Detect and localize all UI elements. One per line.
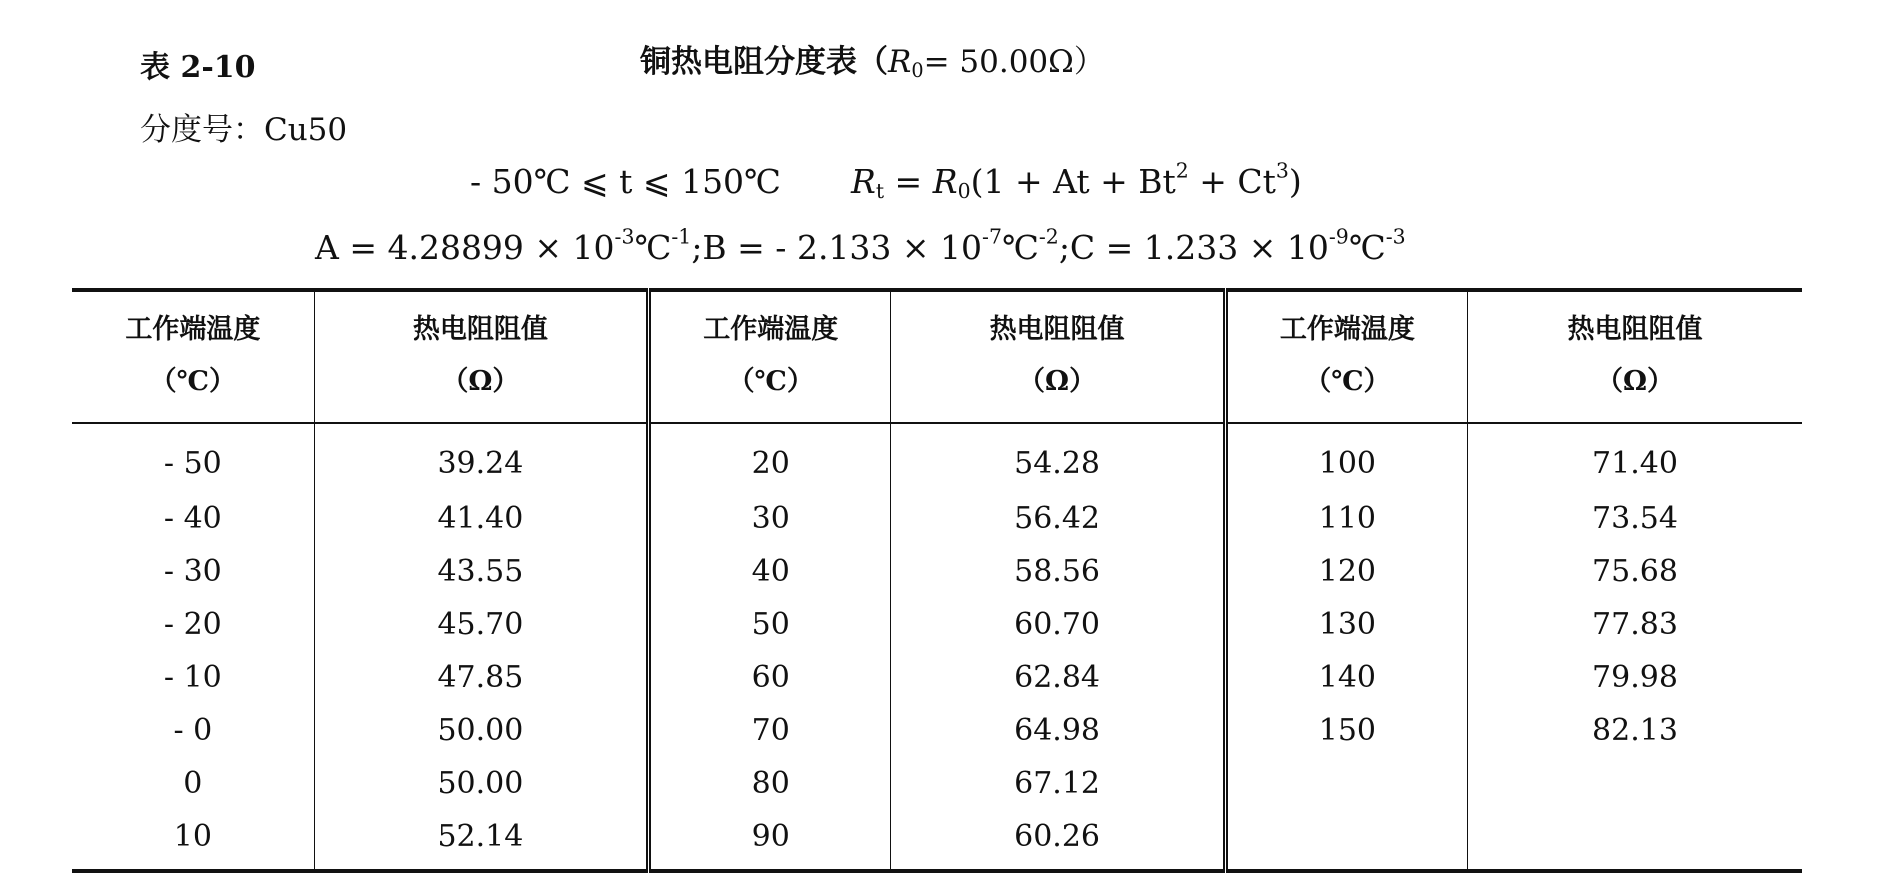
coef-a: A = 4.28899 × 10 <box>315 228 615 267</box>
resistance-cell: 43.55 <box>314 545 648 598</box>
resistance-cell: 60.26 <box>891 810 1225 871</box>
coef-a-unit-exp: -1 <box>671 224 692 249</box>
temperature-cell: - 30 <box>72 545 314 598</box>
temperature-cell: 20 <box>649 423 891 492</box>
header-temperature <box>72 290 314 423</box>
rt-cube: 3 <box>1275 158 1289 183</box>
title-text: 铜热电阻分度表（ <box>640 44 888 80</box>
temperature-cell: 90 <box>649 810 891 871</box>
formula-range-and-equation <box>470 158 1302 204</box>
header-unit: （Ω） <box>1018 366 1097 397</box>
coef-c-unit-exp: -3 <box>1385 224 1406 249</box>
coef-c-exp: -9 <box>1328 224 1349 249</box>
header-row <box>72 290 1802 423</box>
temperature-cell: 110 <box>1225 492 1467 545</box>
resistance-cell: 62.84 <box>891 651 1225 704</box>
coef-c-unit: ℃ <box>1348 228 1386 267</box>
header-label: 工作端温度 <box>703 314 839 345</box>
resistance-cell: 73.54 <box>1592 501 1678 536</box>
temperature-cell: - 20 <box>72 598 314 651</box>
header-unit: （Ω） <box>1595 366 1675 397</box>
header-unit: （℃） <box>149 366 237 397</box>
title-value: = 50.00Ω） <box>923 44 1105 80</box>
resistance-cell: 60.70 <box>891 598 1225 651</box>
temperature-cell: 80 <box>649 757 891 810</box>
title-symbol: R <box>888 44 912 80</box>
temperature-cell: 40 <box>649 545 891 598</box>
coef-a-exp: -3 <box>614 224 635 249</box>
header-label: 热电阻阻值 <box>1567 314 1703 345</box>
rt-plus: + Ct <box>1188 162 1276 201</box>
resistance-cell: 58.56 <box>891 545 1225 598</box>
temperature-cell: 140 <box>1225 651 1467 704</box>
temperature-cell: - 0 <box>72 704 314 757</box>
table-body <box>72 423 1802 871</box>
temperature-cell <box>1225 810 1467 871</box>
graduation-number: 分度号：Cu50 <box>140 112 348 148</box>
header-resistance <box>314 290 648 423</box>
table-number: 表 2-10 <box>140 50 256 85</box>
table-row <box>72 704 1802 757</box>
temperature-cell: - 10 <box>72 651 314 704</box>
table-row <box>72 423 1802 492</box>
rt-square: 2 <box>1175 158 1189 183</box>
header-unit: （℃） <box>1304 366 1391 397</box>
header-label: 热电阻阻值 <box>412 314 548 345</box>
temperature-cell: 100 <box>1225 423 1467 492</box>
resistance-cell: 56.42 <box>891 492 1225 545</box>
resistance-cell <box>1467 757 1802 810</box>
rt-close: ) <box>1288 162 1302 201</box>
coefficients-line <box>315 224 1406 267</box>
temperature-cell: - 40 <box>72 492 314 545</box>
header-temperature <box>649 290 891 423</box>
table-row <box>72 651 1802 704</box>
table-row <box>72 598 1802 651</box>
coef-b-unit-exp: -2 <box>1038 224 1059 249</box>
temperature-cell: 30 <box>649 492 891 545</box>
header-unit: （Ω） <box>441 366 520 397</box>
r0-symbol: R <box>932 162 958 201</box>
resistance-cell <box>1467 810 1802 871</box>
temperature-cell <box>1225 757 1467 810</box>
temperature-cell: 130 <box>1225 598 1467 651</box>
table-header <box>72 290 1802 423</box>
resistance-cell: 71.40 <box>1592 445 1678 481</box>
resistance-cell: 64.98 <box>891 704 1225 757</box>
resistance-cell: 82.13 <box>1592 713 1678 748</box>
temperature-cell: 10 <box>72 810 314 871</box>
coef-b-unit: ℃ <box>1001 228 1039 267</box>
table-title <box>640 36 1105 81</box>
rt-symbol: R <box>850 162 876 201</box>
coef-a-unit: ℃ <box>634 228 672 267</box>
resistance-cell: 50.00 <box>314 704 648 757</box>
header-unit: （℃） <box>727 366 814 397</box>
resistance-cell: 39.24 <box>314 423 648 492</box>
title-subscript: 0 <box>911 58 924 82</box>
header-temperature <box>1225 290 1467 423</box>
temperature-range: - 50℃ ⩽ t ⩽ 150℃ <box>470 162 781 201</box>
header-label: 工作端温度 <box>125 314 261 345</box>
resistance-cell: 41.40 <box>314 492 648 545</box>
temperature-cell: 70 <box>649 704 891 757</box>
r0-subscript: 0 <box>957 179 971 204</box>
resistance-cell: 79.98 <box>1592 660 1678 695</box>
rt-equals: = <box>884 162 933 201</box>
resistance-cell: 67.12 <box>891 757 1225 810</box>
temperature-cell: 60 <box>649 651 891 704</box>
resistance-equation <box>850 158 1302 204</box>
rt-open: (1 + At + Bt <box>970 162 1176 201</box>
resistance-cell: 54.28 <box>891 423 1225 492</box>
table-row <box>72 757 1802 810</box>
coef-b-exp: -7 <box>982 224 1002 249</box>
resistance-cell: 50.00 <box>314 757 648 810</box>
table-row <box>72 545 1802 598</box>
coef-c: ;C = 1.233 × 10 <box>1058 228 1329 267</box>
temperature-cell: 150 <box>1225 704 1467 757</box>
table-row <box>72 810 1802 871</box>
table-row <box>72 492 1802 545</box>
resistance-cell: 52.14 <box>314 810 648 871</box>
coef-b: ;B = - 2.133 × 10 <box>691 228 983 267</box>
header-resistance <box>1467 290 1802 423</box>
resistance-table <box>72 288 1802 873</box>
header-label: 工作端温度 <box>1279 314 1415 345</box>
header-label: 热电阻阻值 <box>989 314 1125 345</box>
resistance-cell: 47.85 <box>314 651 648 704</box>
resistance-cell: 75.68 <box>1592 554 1678 589</box>
temperature-cell: 0 <box>72 757 314 810</box>
temperature-cell: - 50 <box>72 423 314 492</box>
rt-subscript: t <box>875 179 885 204</box>
header-resistance <box>891 290 1225 423</box>
resistance-cell: 77.83 <box>1592 607 1678 642</box>
temperature-cell: 50 <box>649 598 891 651</box>
temperature-cell: 120 <box>1225 545 1467 598</box>
resistance-cell: 45.70 <box>314 598 648 651</box>
